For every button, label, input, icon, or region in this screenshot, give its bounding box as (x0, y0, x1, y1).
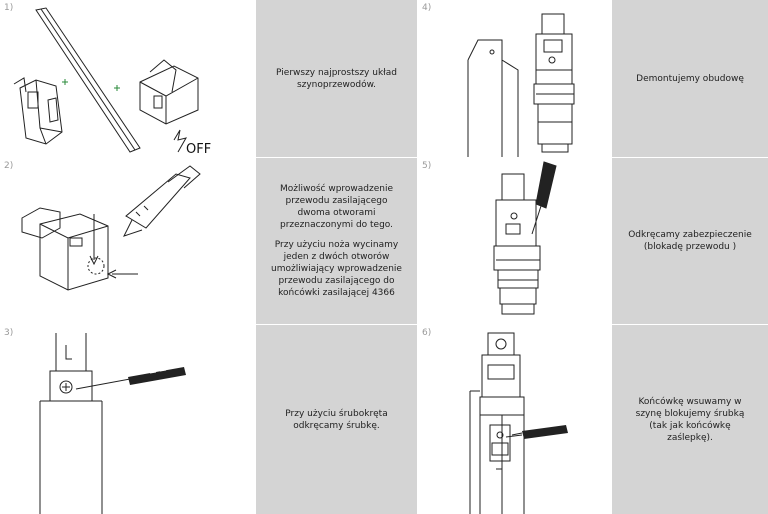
step-2-desc-1: Możliwość wprowadzenie przewodu zasilającego dwoma otworami przeznaczonymi do tego. (279, 184, 394, 230)
step-3-desc: Przy użyciu śrubokręta odkręcamy śrubkę. (285, 408, 388, 431)
step-6-illustration (418, 325, 611, 514)
step-5-drawing (418, 158, 611, 324)
power-off-label: OFF (186, 142, 212, 157)
step-3-drawing (0, 325, 256, 514)
step-5-text (612, 158, 768, 324)
step-6-number: 6) (422, 328, 432, 338)
step-3-number: 3) (4, 328, 14, 338)
step-1-desc: Pierwszy najprostszy układ szynoprzewodów. (276, 67, 397, 90)
step-1-text (256, 0, 417, 157)
step-2-number: 2) (4, 161, 14, 171)
step-6-drawing (418, 325, 611, 514)
step-4-illustration (418, 0, 611, 157)
step-5-number: 5) (422, 161, 432, 171)
step-4-number: 4) (422, 3, 432, 13)
step-5-illustration (418, 158, 611, 324)
step-6-desc: Końcówkę wsuwamy w szynę blokujemy śrubką (tak jak końcówkę zaślepkę). (635, 396, 745, 443)
step-3-illustration (0, 325, 256, 514)
step-1-illustration (0, 0, 256, 157)
step-2-text (256, 158, 417, 324)
step-1-number: 1) (4, 3, 14, 13)
step-5-desc: Odkręcamy zabezpieczenie (blokadę przewodu ) (628, 230, 752, 252)
step-3-text (256, 325, 417, 514)
step-2-illustration (0, 158, 256, 324)
step-1-drawing (0, 0, 256, 157)
step-6-text (612, 325, 768, 514)
step-2-desc-2: Przy użyciu noża wycinamy jeden z dwóch otworów umożliwiający wprowadzenie przewodu zasilającego do końcówki zasilającej 4366 (271, 240, 402, 298)
step-2-drawing (0, 158, 256, 324)
step-4-drawing (418, 0, 611, 157)
step-4-desc: Demontujemy obudowę (636, 73, 744, 84)
step-4-text (612, 0, 768, 157)
